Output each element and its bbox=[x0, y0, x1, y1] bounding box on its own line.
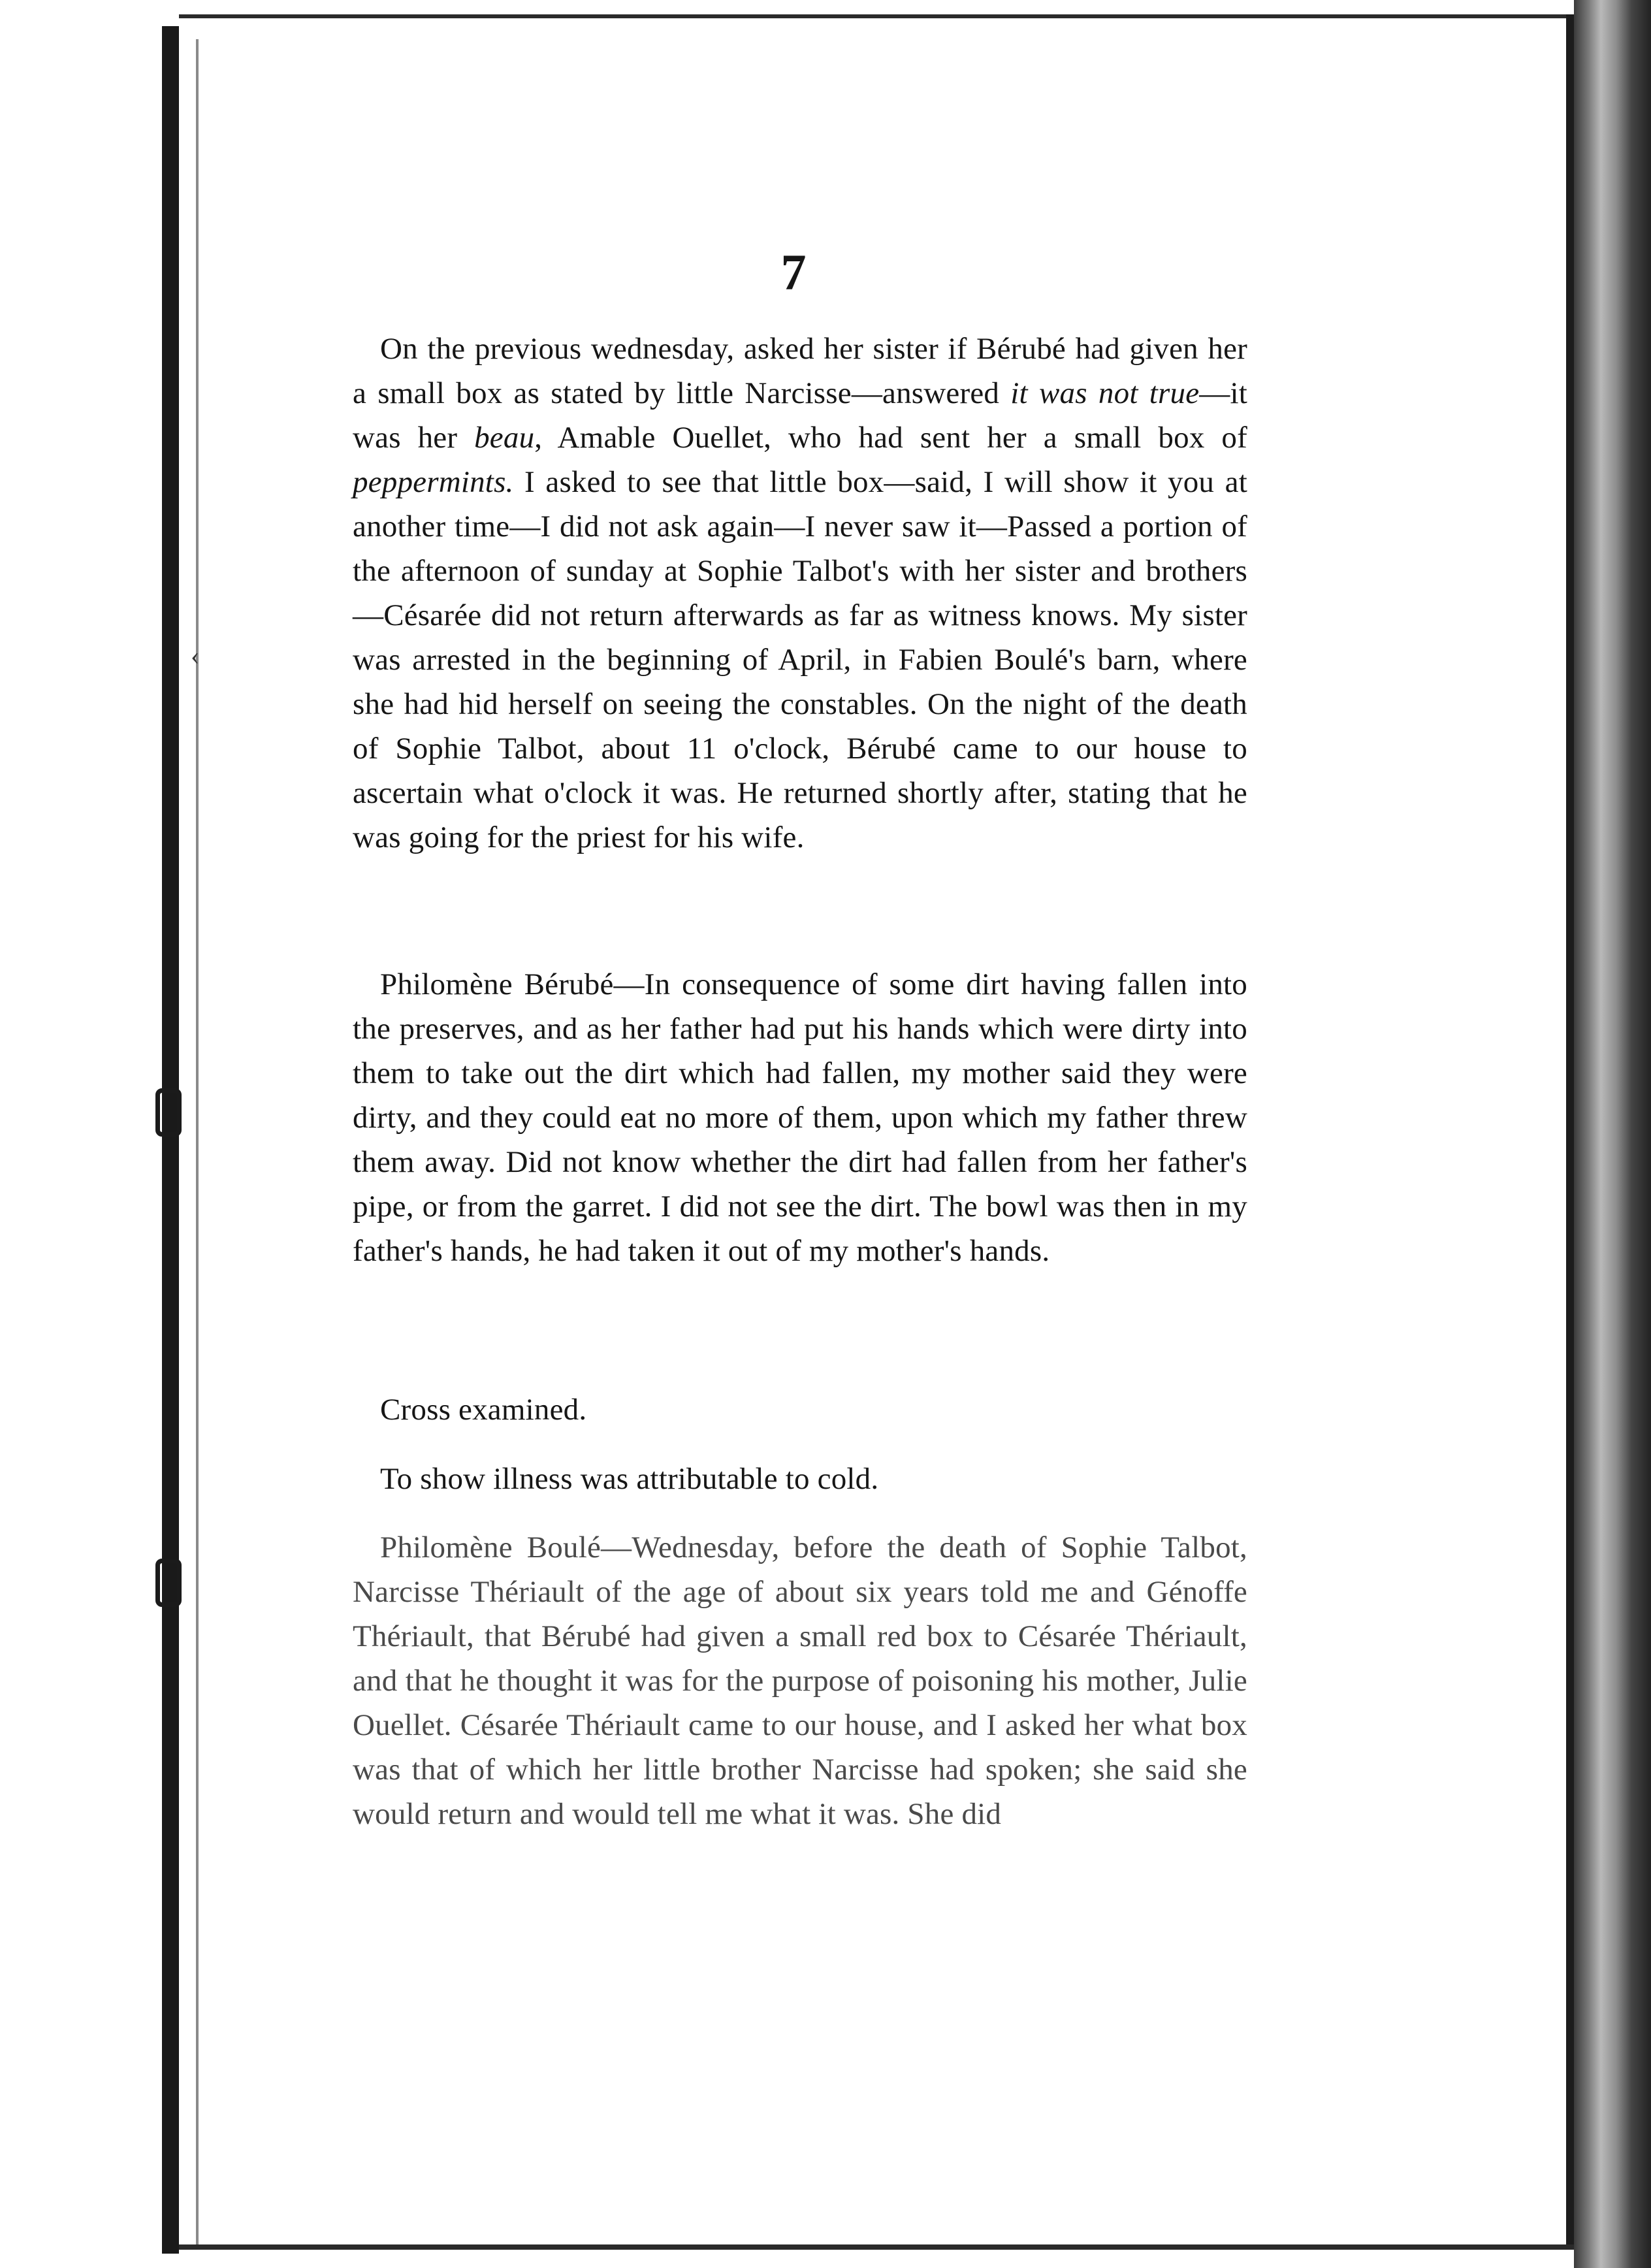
page-bottom-edge bbox=[179, 2244, 1574, 2250]
italic-text-run: peppermints. bbox=[353, 465, 514, 499]
paragraph-testimony-philomene-berube bbox=[353, 962, 1247, 1273]
text-run: On the previous wednesday, asked her sister if Bérubé had given her a small box as stated by little Narcisse—answered bbox=[353, 332, 1247, 410]
text-run: Philomène Bérubé—In consequence of some dirt having fallen into the preserves, and as her father had put his hands which were dirty into them to take out the dirt which had fallen, my mother said they were dirty, and they could eat no more of them, upon which my father threw them away. Did not know whether the dirt had fallen from her father's pipe, or from the garret. I did not see the dirt. The bowl was then in my father's hands, he had taken it out of my mother's hands. bbox=[353, 967, 1247, 1268]
binding-clip-mark bbox=[155, 1559, 182, 1607]
paragraph-cross-examined bbox=[353, 1387, 1247, 1432]
book-fore-edge bbox=[1574, 0, 1651, 2268]
page-right-edge bbox=[1566, 14, 1574, 2248]
binding-clip-mark bbox=[155, 1088, 182, 1137]
text-run: Cross examined. bbox=[380, 1393, 587, 1427]
margin-tick-mark: ‹ bbox=[191, 641, 200, 670]
italic-text-run: it was not true bbox=[1010, 376, 1200, 410]
paragraph-testimony-sister bbox=[353, 327, 1247, 860]
text-run: Philomène Boulé—Wednesday, before the death of Sophie Talbot, Narcisse Thériault of the age of about six years told me and Génoffe Thériault, that Bérubé had given a small red box to Césarée Thériault, and that he thought it was for the purpose of poisoning his mother, Julie Ouellet. Césarée Thériault came to our house, and I asked her what box was that of which her little brother Narcisse had spoken; she said she would return and would tell me what it was. She did bbox=[353, 1531, 1247, 1831]
page-number: 7 bbox=[780, 244, 807, 300]
binding-shadow-line bbox=[196, 39, 199, 2247]
page-top-edge bbox=[179, 14, 1570, 18]
text-run: I asked to see that little box—said, I will show it you at another time—I did not ask again—I never saw it—Passed a portion of the afternoon of sunday at Sophie Talbot's with her sister and brothers—Césarée did not return afterwards as far as witness knows. My sister was arrested in the beginning of April, in Fabien Boulé's barn, where she had hid herself on seeing the constables. On the night of the death of Sophie Talbot, about 11 o'clock, Bérubé came to our house to ascertain what o'clock it was. He returned shortly after, stating that he was going for the priest for his wife. bbox=[353, 465, 1247, 854]
text-run: To show illness was attributable to cold. bbox=[380, 1462, 879, 1496]
text-run: —it was her bbox=[353, 376, 1247, 455]
text-run: , Amable Ouellet, who had sent her a small box of bbox=[534, 421, 1247, 455]
paragraph-illness-note bbox=[353, 1457, 1247, 1501]
left-margin bbox=[0, 0, 154, 2268]
paragraph-testimony-philomene-boule bbox=[353, 1525, 1247, 1836]
binding-edge bbox=[162, 26, 179, 2254]
italic-text-run: beau bbox=[474, 421, 535, 455]
